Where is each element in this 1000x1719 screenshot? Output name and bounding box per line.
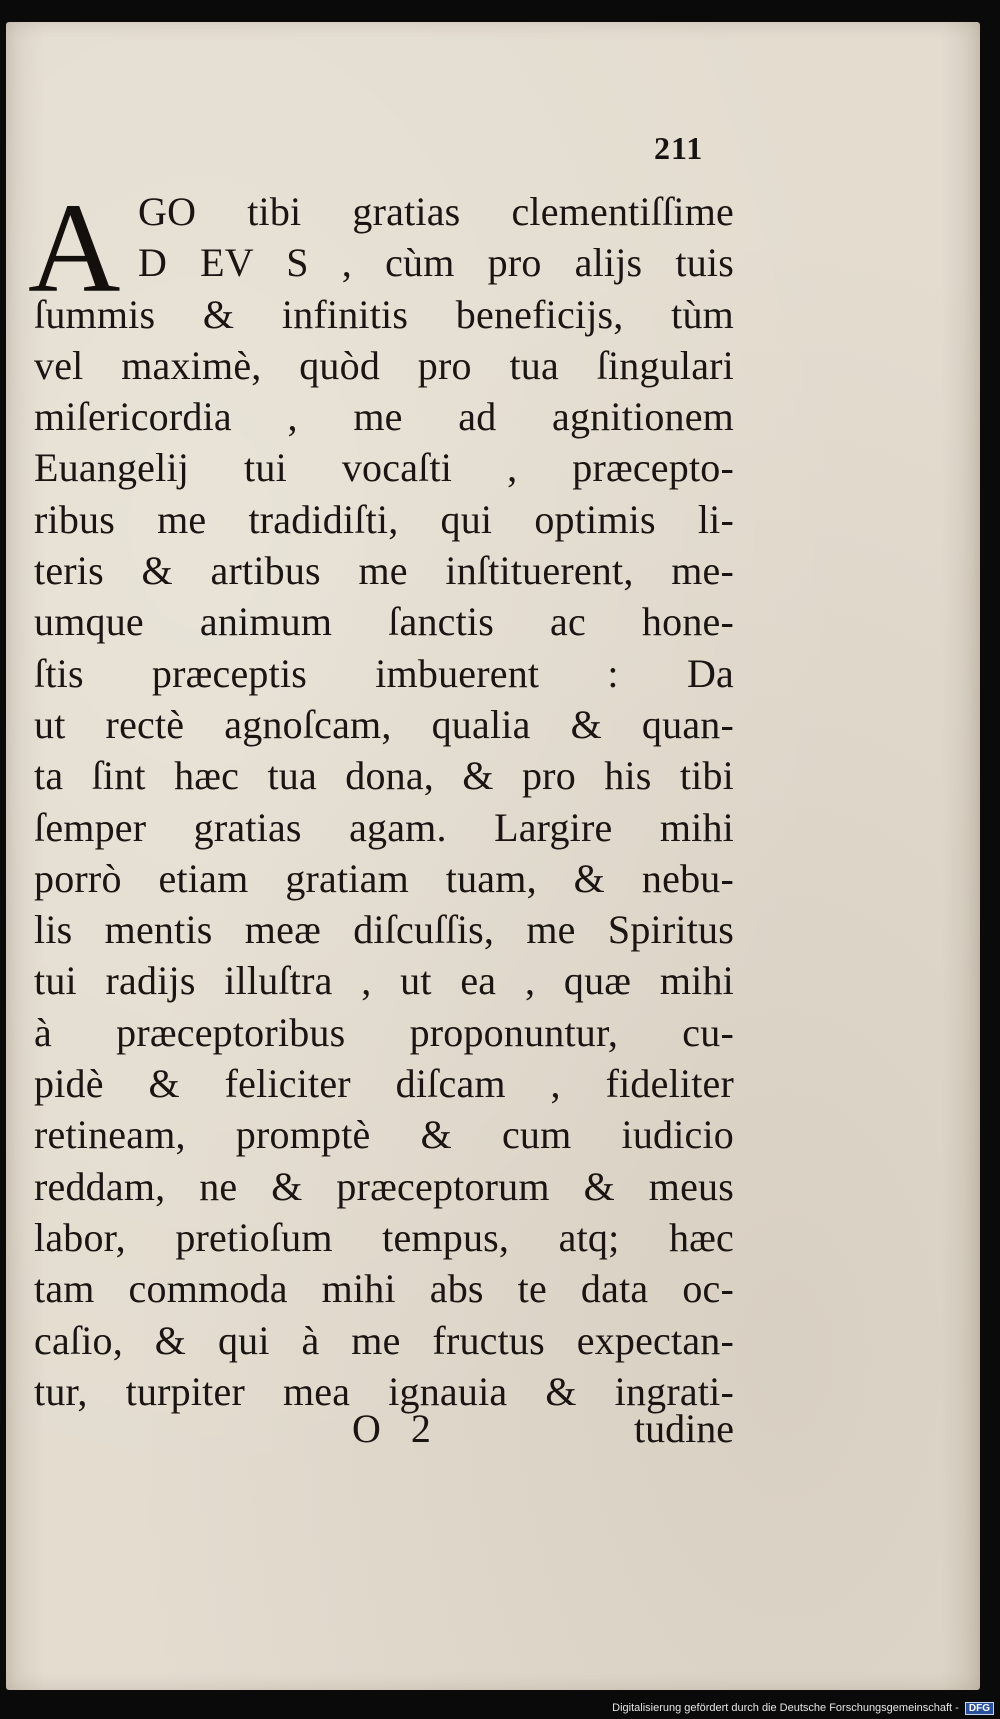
text-line: à præceptoribus proponuntur, cu- xyxy=(34,1009,734,1055)
dfg-logo: DFG xyxy=(965,1702,994,1715)
text-line: Euangelij tui vocaſti , præcepto- xyxy=(34,445,734,491)
text-line: teris & artibus me inſtituerent, me- xyxy=(34,548,734,594)
text-line: ſummis & infinitis beneficijs, tùm xyxy=(34,291,734,337)
signature-mark: O 2 xyxy=(352,1406,441,1451)
text-line: ut rectè agnoſcam, qualia & quan- xyxy=(34,701,734,747)
text-line: vel maximè, quòd pro tua ſingulari xyxy=(34,342,734,388)
text-line: ſemper gratias agam. Largire mihi xyxy=(34,804,734,850)
drop-cap: A xyxy=(28,177,121,319)
text-line: retineam, promptè & cum iudicio xyxy=(34,1112,734,1158)
text-line: D EV S , cùm pro alijs tuis xyxy=(138,240,734,286)
catchword: tudine xyxy=(634,1406,734,1451)
text-line: pidè & feliciter diſcam , fideliter xyxy=(34,1061,734,1107)
digitization-credit xyxy=(612,1702,994,1715)
prayer-text-block xyxy=(28,177,734,1451)
page-footer-line xyxy=(34,1405,734,1456)
text-line: labor, pretioſum tempus, atq; hæc xyxy=(34,1214,734,1260)
text-line: miſericordia , me ad agnitionem xyxy=(34,394,734,440)
text-line: porrò etiam gratiam tuam, & nebu- xyxy=(34,855,734,901)
text-line: reddam, ne & præceptorum & meus xyxy=(34,1163,734,1209)
text-line: tur, turpiter mea ignauia & ingrati- xyxy=(34,1368,734,1414)
text-line: ſtis præceptis imbuerent : Da xyxy=(34,650,734,696)
text-line: umque animum ſanctis ac hone- xyxy=(34,599,734,645)
text-line: caſio, & qui à me fructus expectan- xyxy=(34,1317,734,1363)
text-line: tui radijs illuſtra , ut ea , quæ mihi xyxy=(34,958,734,1004)
book-page xyxy=(6,22,980,1690)
text-line: GO tibi gratias clementiſſime xyxy=(138,189,734,234)
text-line: ta ſint hæc tua dona, & pro his tibi xyxy=(34,753,734,799)
text-line: ribus me tradidiſti, qui optimis li- xyxy=(34,496,734,542)
text-line: tam commoda mihi abs te data oc- xyxy=(34,1266,734,1312)
text-line: lis mentis meæ diſcuſſis, me Spiritus xyxy=(34,907,734,953)
credit-text: Digitalisierung gefördert durch die Deutsche Forschungsgemeinschaft - xyxy=(612,1702,959,1714)
page-number: 211 xyxy=(654,130,704,166)
